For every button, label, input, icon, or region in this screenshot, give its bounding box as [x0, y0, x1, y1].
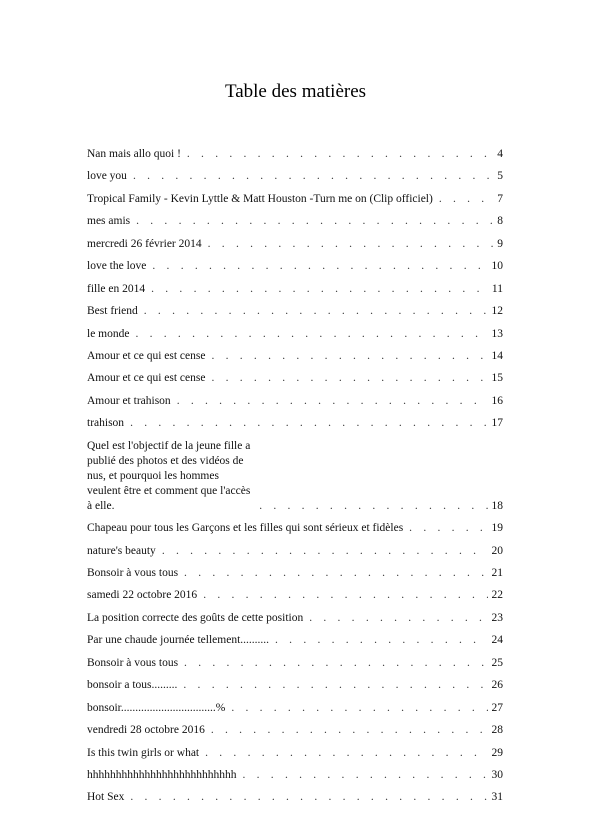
toc-entry-title: hhhhhhhhhhhhhhhhhhhhhhhhhh	[87, 768, 237, 781]
dot-leader	[211, 349, 487, 364]
toc-entry-title: fille en 2014	[87, 282, 146, 295]
dot-leader	[243, 768, 488, 783]
toc-entry-title: Bonsoir à vous tous	[87, 656, 179, 669]
toc-page-number: 21	[491, 567, 503, 579]
toc-page-number: 29	[491, 746, 503, 759]
toc-entry-title: Hot Sex	[87, 791, 125, 804]
toc-entry[interactable]	[87, 633, 503, 648]
toc-entry-title: bonsoir a tous.........	[87, 679, 178, 692]
dot-leader	[309, 611, 487, 626]
toc-page-number: 28	[491, 724, 503, 737]
toc-page-number: 17	[491, 417, 503, 430]
dot-leader	[133, 169, 493, 184]
toc-page-number: 10	[491, 260, 503, 273]
toc-entry-title: Best friend	[87, 305, 138, 318]
dot-leader	[177, 394, 488, 409]
toc-entry-title: mes amis	[87, 215, 131, 228]
toc-entry-title: Par une chaude journée tellement..........	[87, 634, 270, 647]
toc-page-number: 9	[497, 237, 503, 250]
dot-leader	[187, 147, 493, 162]
toc-page-number: 24	[491, 634, 503, 647]
toc-entry[interactable]	[87, 566, 503, 581]
toc-entry[interactable]	[87, 282, 503, 297]
dot-leader	[130, 416, 487, 431]
table-of-contents	[87, 147, 503, 813]
dot-leader	[231, 701, 487, 716]
dot-leader	[259, 499, 487, 514]
toc-entry-title: bonsoir.................................%	[87, 701, 226, 714]
toc-entry-title: Amour et ce qui est cense	[87, 349, 206, 362]
toc-entry[interactable]	[87, 349, 503, 364]
toc-page-number: 23	[491, 611, 503, 624]
toc-entry-title: Amour et trahison	[87, 394, 171, 407]
toc-entry-title: love you	[87, 170, 127, 183]
toc-entry[interactable]	[87, 304, 503, 319]
toc-page-number: 12	[491, 305, 503, 318]
dot-leader	[162, 544, 488, 559]
dot-leader	[135, 327, 487, 342]
toc-page-number: 25	[491, 656, 503, 669]
toc-entry[interactable]	[87, 790, 503, 805]
toc-page-number: 11	[491, 282, 503, 295]
toc-entry[interactable]	[87, 327, 503, 342]
toc-page-number: 19	[491, 522, 503, 535]
toc-entry-title: vendredi 28 octobre 2016	[87, 724, 205, 737]
toc-entry[interactable]	[87, 237, 503, 252]
toc-entry-title: trahison	[87, 417, 125, 430]
dot-leader	[409, 521, 487, 536]
dot-leader	[275, 633, 487, 648]
toc-entry[interactable]	[87, 214, 503, 229]
dot-leader	[439, 192, 493, 207]
toc-page-number: 27	[491, 701, 503, 714]
dot-leader	[136, 214, 493, 229]
toc-entry-title: La position correcte des goûts de cette position	[87, 611, 304, 624]
toc-entry[interactable]	[87, 192, 503, 207]
toc-page-number: 18	[491, 499, 503, 512]
dot-leader	[205, 746, 487, 761]
toc-page-number: 30	[491, 768, 503, 781]
toc-entry[interactable]	[87, 394, 503, 409]
toc-page-number: 26	[491, 679, 503, 692]
dot-leader	[144, 304, 488, 319]
toc-page-number: 4	[497, 148, 503, 160]
toc-page-number: 14	[491, 349, 503, 362]
dot-leader	[211, 371, 487, 386]
toc-entry-title: Bonsoir à vous tous	[87, 567, 179, 579]
toc-entry[interactable]	[87, 544, 503, 559]
toc-page-number: 20	[491, 544, 503, 557]
toc-entry-title: nature's beauty	[87, 544, 156, 557]
toc-entry-title: Amour et ce qui est cense	[87, 372, 206, 385]
toc-entry[interactable]	[87, 169, 503, 184]
toc-entry-title: Nan mais allo quoi !	[87, 148, 181, 160]
dot-leader	[208, 237, 494, 252]
toc-page-number: 31	[491, 791, 503, 804]
dot-leader	[130, 790, 487, 805]
toc-entry-title: samedi 22 octobre 2016	[87, 589, 198, 602]
toc-entry-title: le monde	[87, 327, 130, 340]
dot-leader	[184, 656, 487, 671]
toc-entry-title: Quel est l'objectif de la jeune fille a publié des photos et des vidéos de nus, et pourquoi les hommes veulent être et comment que l'accès à elle.	[87, 439, 251, 512]
toc-entry[interactable]	[87, 656, 503, 671]
toc-entry-title: Is this twin girls or what	[87, 746, 200, 759]
dot-leader	[203, 588, 487, 603]
page-title: Table des matières	[224, 80, 367, 102]
dot-leader	[183, 678, 487, 693]
toc-entry[interactable]	[87, 768, 503, 783]
toc-entry-title: Tropical Family - Kevin Lyttle & Matt Houston -Turn me on (Clip officiel)	[87, 192, 433, 205]
toc-entry-title: mercredi 26 février 2014	[87, 237, 202, 250]
toc-entry[interactable]	[87, 259, 503, 274]
toc-entry[interactable]	[87, 611, 503, 626]
toc-entry[interactable]	[87, 701, 503, 716]
toc-page-number: 15	[491, 372, 503, 385]
toc-entry[interactable]	[87, 147, 503, 162]
toc-entry[interactable]	[87, 678, 503, 693]
dot-leader	[152, 259, 487, 274]
toc-entry[interactable]	[87, 416, 503, 431]
dot-leader	[184, 566, 487, 581]
toc-page-number: 5	[497, 170, 503, 183]
toc-entry[interactable]	[87, 439, 503, 514]
toc-entry[interactable]	[87, 588, 503, 603]
toc-entry-title: Chapeau pour tous les Garçons et les filles qui sont sérieux et fidèles	[87, 522, 404, 535]
toc-entry[interactable]	[87, 746, 503, 761]
dot-leader	[151, 282, 488, 297]
toc-entry[interactable]	[87, 723, 503, 738]
dot-leader	[211, 723, 488, 738]
toc-entry[interactable]	[87, 371, 503, 386]
toc-page-number: 7	[497, 192, 503, 205]
toc-entry-title: love the love	[87, 260, 147, 273]
toc-entry[interactable]	[87, 521, 503, 536]
toc-page-number: 22	[491, 589, 503, 602]
toc-page-number: 13	[491, 327, 503, 340]
toc-page-number: 8	[497, 215, 503, 228]
toc-page-number: 16	[491, 394, 503, 407]
